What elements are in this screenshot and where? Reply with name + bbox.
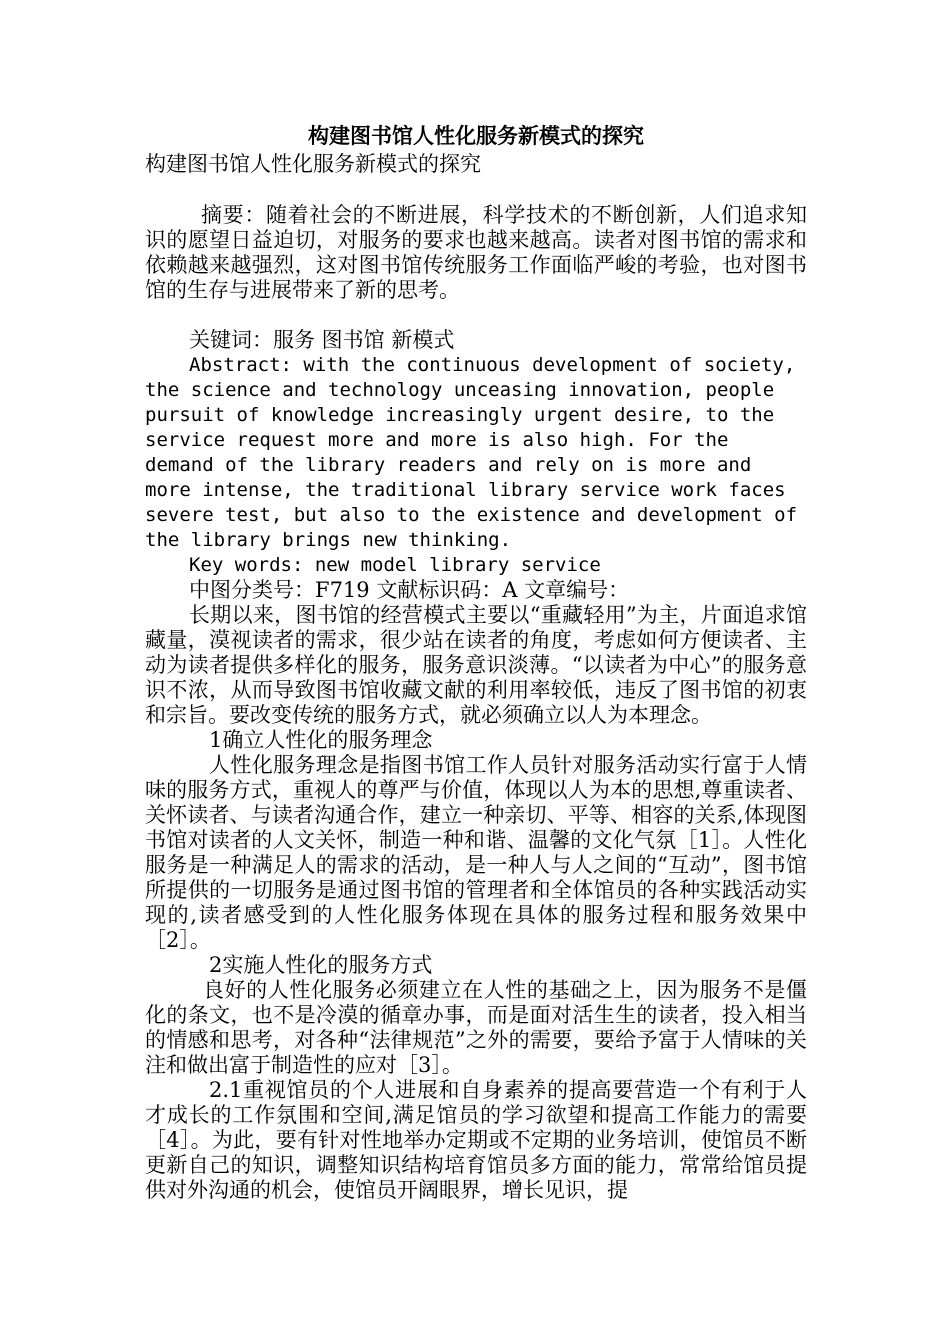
section2-heading: 2实施人性化的服务方式 (209, 953, 433, 977)
abstract-en: Abstract: with the continuous development of society, the science and technology unceasing innovation, people pursuit of knowledge increasingly urgent desire, to the service request more and more is also high. For the demand of the library readers and rely on is more and more intense, the traditional library service work faces severe test, but also to the existence and development of the library brings new thinking. (145, 354, 798, 551)
document-subtitle: 构建图书馆人性化服务新模式的探究 (145, 152, 481, 176)
document-page (145, 122, 807, 1203)
spacer (145, 178, 807, 203)
section21-body: 2.1重视馆员的个人进展和自身素养的提高要营造一个有利于人才成长的工作氛围和空间,满足馆员的学习欲望和提高工作能力的需要［4］。为此，要有针对性地举办定期或不定期的业务培训，使馆员不断更新自己的知识，调整知识结构培育馆员多方面的能力，常常给馆员提供对外沟通的机会，使馆员开阔眼界，增长见识，提 (145, 1078, 807, 1202)
classification-line: 中图分类号：F719 文献标识码：A 文章编号： (189, 578, 630, 602)
keywords-cn: 关键词：服务 图书馆 新模式 (189, 328, 455, 352)
keywords-en: Key words: new model library service (189, 554, 601, 576)
abstract-cn: 摘要：随着社会的不断进展，科学技术的不断创新，人们追求知识的愿望日益迫切，对服务的要求也越来越高。读者对图书馆的需求和依赖越来越强烈，这对图书馆传统服务工作面临严峻的考验，也对图书馆的生存与进展带来了新的思考。 (145, 203, 807, 302)
spacer (145, 303, 807, 328)
section1-body: 人性化服务理念是指图书馆工作人员针对服务活动实行富于人情味的服务方式，重视人的尊严与价值，体现以人为本的思想,尊重读者、关怀读者、与读者沟通合作，建立一种亲切、平等、相容的关系,体现图书馆对读者的人文关怀，制造一种和谐、温馨的文化气氛［1］。人性化服务是一种满足人的需求的活动，是一种人与人之间的“互动”，图书馆所提供的一切服务是通过图书馆的管理者和全体馆员的各种实践活动实现的,读者感受到的人性化服务体现在具体的服务过程和服务效果中［2］。 (145, 753, 807, 952)
intro-paragraph: 长期以来，图书馆的经营模式主要以“重藏轻用”为主，片面追求馆藏量，漠视读者的需求，很少站在读者的角度，考虑如何方便读者、主动为读者提供多样化的服务，服务意识淡薄。“以读者为中心”的服务意识不浓，从而导致图书馆收藏文献的利用率较低，违反了图书馆的初衷和宗旨。要改变传统的服务方式，就必须确立以人为本理念。 (145, 603, 807, 727)
section2-body: 良好的人性化服务必须建立在人性的基础之上，因为服务不是僵化的条文，也不是冷漠的循章办事，而是面对活生生的读者，投入相当的情感和思考，对各种“法律规范”之外的需要，要给予富于人情味的关注和做出富于制造性的应对［3］。 (145, 978, 807, 1077)
document-title: 构建图书馆人性化服务新模式的探究 (308, 123, 644, 148)
section1-heading: 1确立人性化的服务理念 (209, 728, 433, 752)
